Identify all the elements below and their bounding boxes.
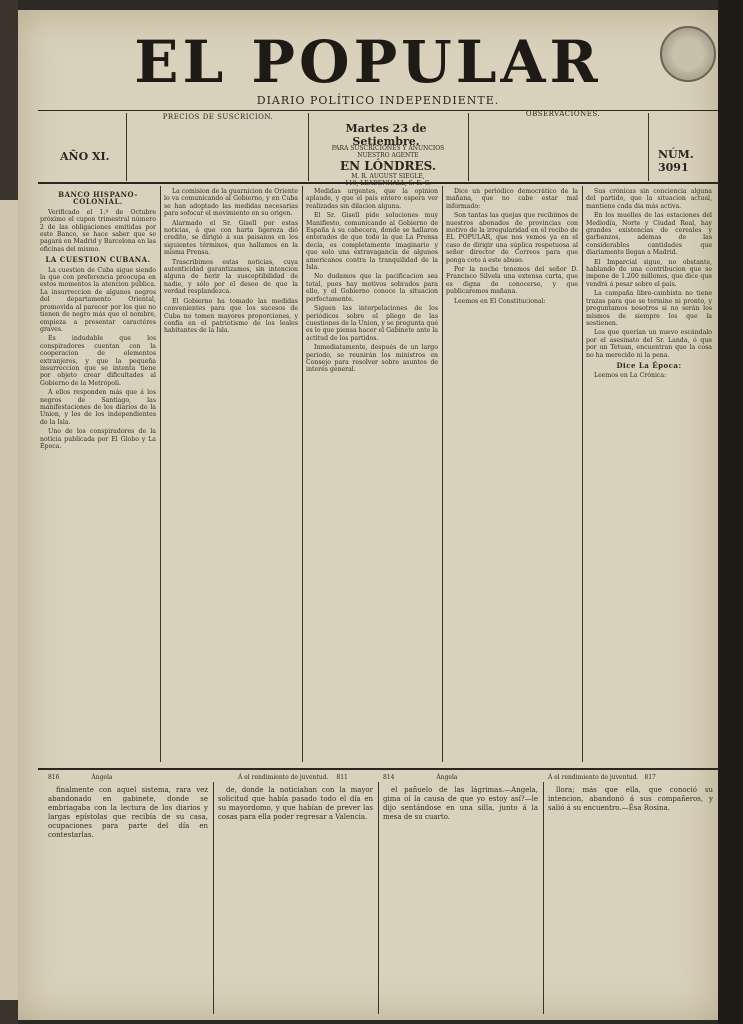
- folletin-title: Ángela: [436, 774, 458, 781]
- article-column-5: [586, 188, 712, 762]
- paragraph: Dice un periódico democrático de la mañana, que no cabe estar mal informado:: [446, 188, 578, 210]
- folletin-column-4: [548, 786, 713, 1012]
- article-column-4: [446, 188, 578, 762]
- article-heading: Dice La Época:: [616, 360, 682, 370]
- folletin-title: Ángela: [91, 774, 113, 781]
- column-rule: [582, 186, 583, 762]
- header-divider: [126, 113, 127, 181]
- article-column-1: [40, 188, 156, 762]
- folletin-page-number: 814: [383, 774, 395, 781]
- paragraph: Verificado el 1.º de Octubre próximo el cupon trimestral número 2 de las obligaciones emitidas por este Banco, se hace saber que se pagará en Madrid y Barcelona en las oficinas del mismo.: [40, 208, 156, 253]
- paragraph: Leemos en El Constitucional:: [454, 297, 546, 305]
- issue-date: Martes 23 de Setiembre.: [345, 122, 427, 148]
- paragraph: Inmediatamente, después de un largo periodo, se reunirán los ministros en Consejo para resolver sobre asuntos de interés general.: [306, 344, 438, 374]
- article-column-3: [306, 188, 438, 762]
- issue-number: NÚM. 3091: [658, 148, 694, 174]
- paragraph: Medidas urgentes, que la opinion aplaude, y que el país entero espera ver realizadas sin dilacion alguna.: [306, 188, 438, 210]
- folletin-title: Á el rendimiento de juventud.: [238, 774, 329, 781]
- london-agent: M. R. AUGUST SIEGLE,: [351, 173, 425, 180]
- paragraph: Leemos en La Crónica:: [594, 372, 667, 380]
- paragraph: Los que querían un nuevo escándalo por el asesinato del Sr. Landa, ó que por un Tetuan, encuentran que la cosa no ha merecido ni la pena.: [586, 329, 712, 359]
- folletin-header-1: [48, 774, 208, 781]
- paragraph: Siguen las interpelaciones de los periódicos sobre el pliego de las cuestiones de la Union, y se pregunta qué es lo que piensa hacer el Gabinete ante la actitud de los partidos.: [306, 305, 438, 342]
- newspaper-subtitle: DIARIO POLÍTICO INDEPENDIENTE.: [256, 94, 500, 107]
- header-divider: [648, 113, 649, 181]
- paragraph: La comision de la guarnicion de Oriente lo va comunicando al Gobierno, y en Cuba se han adoptado las medidas necesarias para sofocar el movimiento en su origen.: [164, 188, 298, 218]
- folletin-column-1: [48, 786, 208, 1012]
- paragraph: El Sr. Gisell pide soluciones muy Manifiesto, comunicando al Gobierno de España á su cabecera, donde se hallaron enterados de que todo la que La Prensa decía, es completamente imaginario y que solo una extravagancia de algunos americanos contra la tranquilidad de la Isla.: [306, 212, 438, 272]
- paragraph: El Gobierno ha tomado las medidas convenientes para que los sucesos de Cuba no tomen mayores proporciones, y confia en el patriotismo de los leales habitantes de la Isla.: [164, 297, 298, 335]
- paragraph: llora; más que ella, que conoció su intencion, abandonó á sus compañeros, y salió á su encuentro.—Ésa Rosina.: [548, 786, 713, 812]
- year-label: AÑO XI.: [60, 150, 110, 163]
- folletin-header-3: [383, 774, 538, 781]
- paragraph: de, donde la noticiaban con la mayor solicitud que había pasado todo el día en su mayordomo, y que habían de prever las cosas para ella poder regresar a Valencia.: [218, 786, 373, 821]
- paragraph: Trascribimos estas noticias, cuya autenticidad garantizamos, sin intencion alguna de herir la susceptibilidad de nadie, y sólo por el deseo de que la verdad resplandezca.: [164, 258, 298, 296]
- column-rule: [302, 186, 303, 762]
- paragraph: La cuestion de Cuba sigue siendo la que con preferencia preocupa en estos momentos la atencion pública. La insurreccion de algunos negros del departamento Oriental, promovida al parecer por los que no tienen de negro más que el nombre, empieza a presentar caractéres graves.: [40, 266, 156, 333]
- paragraph: En los muelles de las estaciones del Mediodía, Norte y Ciudad Real, hay grandes existencias de cereales y garbanzos, ademas de las considerables cantidades que diariamente llegan a Madrid.: [586, 212, 712, 257]
- library-stamp-icon: [660, 26, 716, 82]
- paragraph: el pañuelo de las lágrimas.—Ángela, gima oí la causa de que yo estoy así?—le dijo sentándose en una silla, junto á la mesa de su cuarto.: [383, 786, 538, 821]
- paragraph: El Imparcial sigue, no obstante, hablando de una contribucion que se impone de 1.200 millones, que dice que vendrá á pesar sobre el país.: [586, 258, 712, 288]
- folletin-page-number: 816: [48, 774, 60, 781]
- folletin-page-number: 817: [644, 774, 656, 781]
- folletin-column-3: [383, 786, 538, 1012]
- london-agent-box: [318, 145, 458, 187]
- paragraph: Sus crónicas sin conciencia alguna del partido, que la situacion actual, mantiene cada dia más activa.: [586, 188, 712, 210]
- header-divider: [468, 113, 469, 181]
- london-city: EN LÓNDRES.: [339, 159, 437, 173]
- london-intro: PARA SUSCRICIONES Y ANUNCIOS NUESTRO AGENTE: [331, 145, 445, 159]
- newspaper-title: EL POPULAR: [134, 28, 602, 96]
- folletin-title: Á el rendimiento de juventud.: [548, 774, 639, 781]
- paragraph: finalmente con aquel sistema, rara vez abandonado en gabinete, donde se embriagaba con la lectura de los diarios y largas epístolas que recibía de su casa, ocupaciones para parte del día en contestarlas.: [48, 786, 208, 839]
- column-rule: [160, 186, 161, 762]
- folletin-column-2: [218, 786, 373, 1012]
- article-heading: LA CUESTION CUBANA.: [45, 255, 151, 265]
- paragraph: La campaña libre-cambista no tiene trazas para que se termine ni pronto, y preguntamos nosotros si no serán los mismos de siempre los que la sostienen.: [586, 290, 712, 327]
- folletin-header-4: [548, 774, 713, 781]
- header-divider: [308, 113, 309, 181]
- paragraph: No dudamos que la pacificacion sea total, pues hay motivos sobrados para ello, y el Gobierno conoce la situacion perfectamente.: [306, 273, 438, 303]
- paragraph: Uno de los conspiradores de la noticia publicada por El Globo y La Época.: [40, 428, 156, 450]
- folletin-column-rule: [213, 782, 214, 1014]
- prices-title: PRECIOS DE SUSCRICION.: [162, 113, 274, 121]
- column-rule: [442, 186, 443, 762]
- observations-title: OBSERVACIONES.: [525, 110, 601, 118]
- article-column-2: [164, 188, 298, 762]
- folletin-header-2: [218, 774, 373, 781]
- paragraph: Por la noche tenemos del señor D. Francisco Silvela una extensa carta, que es digna de conocerse, y que publicaremos mañana.: [446, 266, 578, 296]
- folletin-column-rule: [543, 782, 544, 1014]
- paragraph: Son tantas las quejas que recibimos de nuestros abonados de provincias con motivo de la irregularidad en el recibo de EL POPULAR, que nos vemos ya en el caso de dirigir una súplica respetuosa al señor director de Correos para que ponga coto á este abuso.: [446, 212, 578, 264]
- newspaper-page: [18, 10, 718, 1020]
- folletin-column-rule: [378, 782, 379, 1014]
- scan-edge-right: [718, 0, 743, 1024]
- article-heading: BANCO HISPANO-COLONIAL.: [58, 190, 138, 207]
- paragraph: Es indudable que los conspiradores cuentan con la cooperacion de elementos extranjeros, y que la pequeña insurreccion que se intenta tiene por objeto crear dificultades al Gobierno de la Metrópoli.: [40, 335, 156, 387]
- london-address: 110, LEADENHALL, S. E. C.: [345, 180, 431, 187]
- folletin-rule: [38, 768, 718, 770]
- paragraph: Alarmado el Sr. Gisell por estas noticias, á que con harta ligereza dió credito, se dirigió á sus paisanos en los siguientes términos, que hallamos en la misma Prensa.: [164, 219, 298, 257]
- folletin-page-number: 811: [336, 774, 348, 781]
- paragraph: Á ellos responden más que á los negros de Santiago, las manifestaciones de los diarios de la Union, y los de los independientes de la Isla.: [40, 389, 156, 426]
